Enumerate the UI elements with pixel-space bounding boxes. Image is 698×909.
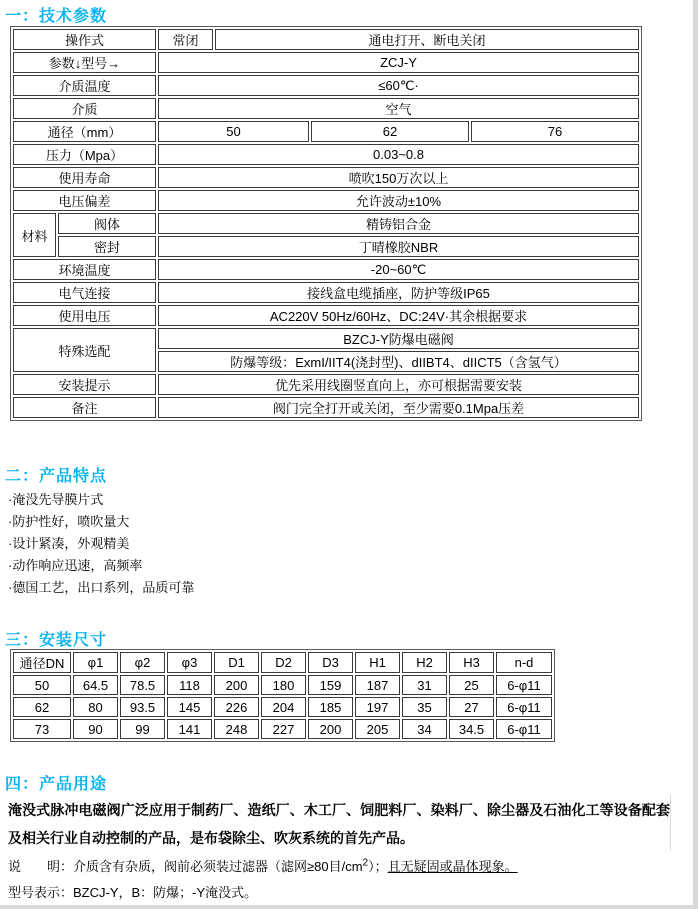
tech-ambient-value: -20~60℃ [158, 259, 639, 280]
dims-cell: 205 [355, 719, 400, 739]
table-row [13, 121, 639, 142]
tech-operation-value: 通电打开、断电关闭 [215, 29, 639, 50]
dims-cell: 118 [167, 675, 212, 695]
table-row [13, 190, 639, 211]
table-row [13, 697, 552, 717]
tech-diameter-62: 62 [311, 121, 469, 142]
dims-cell: 62 [13, 697, 71, 717]
table-row [13, 213, 639, 234]
section-title-usage: 四：产品用途 [5, 776, 108, 793]
usage-note-underlined: 且无疑固或晶体现象。 [387, 859, 518, 874]
dims-cell: 50 [13, 675, 71, 695]
dims-cell: 226 [214, 697, 259, 717]
tech-electrical-value: 接线盒电缆插座，防护等级IP65 [158, 282, 639, 303]
usage-note-mid: ）； [368, 859, 388, 874]
dims-header: H2 [402, 652, 447, 673]
table-row [13, 675, 552, 695]
dims-cell: 99 [120, 719, 165, 739]
dims-cell: 35 [402, 697, 447, 717]
dims-cell: 200 [308, 719, 353, 739]
dims-cell: 141 [167, 719, 212, 739]
usage-note-superscript: 2 [362, 857, 369, 869]
tech-label-material: 材料 [13, 213, 56, 257]
table-row [13, 29, 639, 50]
tech-remark-value: 阀门完全打开或关闭，至少需要0.1Mpa压差 [158, 397, 639, 418]
dims-cell: 34.5 [449, 719, 494, 739]
table-row [13, 236, 639, 257]
dims-cell: 73 [13, 719, 71, 739]
section-title-tech-params: 一：技术参数 [5, 8, 108, 25]
dims-header: D2 [261, 652, 306, 673]
tech-label-media: 介质 [13, 98, 156, 119]
features-list [8, 489, 194, 599]
dims-cell: 34 [402, 719, 447, 739]
tech-seal-value: 丁晴橡胶NBR [158, 236, 639, 257]
feature-item: ·防护性好，喷吹量大 [8, 514, 130, 529]
dims-cell: 31 [402, 675, 447, 695]
tech-life-value: 喷吹150万次以上 [158, 167, 639, 188]
feature-item: ·设计紧凑，外观精美 [8, 536, 130, 551]
usage-note [8, 856, 518, 875]
dims-header: D3 [308, 652, 353, 673]
faint-divider-line [670, 795, 671, 851]
page-edge-bottom [0, 905, 698, 909]
usage-paragraph: 淹没式脉冲电磁阀广泛应用于制药厂、造纸厂、木工厂、饲肥料厂、染料厂、除尘器及石油化工等设备配套及相关行业自动控制的产品，是布袋除尘、吹灰系统的首先产品。 [8, 802, 670, 846]
tech-label-voltage: 使用电压 [13, 305, 156, 326]
tech-voltage-dev-value: 允许波动±10% [158, 190, 639, 211]
dimensions-table [10, 649, 555, 742]
tech-install-value: 优先采用线圈竖直向上，亦可根据需要安装 [158, 374, 639, 395]
table-row [13, 98, 639, 119]
page-edge-right [693, 0, 698, 909]
tech-valve-body-value: 精铸铝合金 [158, 213, 639, 234]
feature-item: ·德国工艺，出口系列，品质可靠 [8, 580, 195, 595]
tech-media-temp-value: ≤60℃· [158, 75, 639, 96]
feature-item: ·淹没先导膜片式 [8, 492, 104, 507]
tech-diameter-50: 50 [158, 121, 309, 142]
dims-cell: 93.5 [120, 697, 165, 717]
dims-cell: 145 [167, 697, 212, 717]
dims-cell: 64.5 [73, 675, 118, 695]
dims-header: φ2 [120, 652, 165, 673]
tech-voltage-value: AC220V 50Hz/60Hz、DC:24V·其余根据要求 [158, 305, 639, 326]
tech-label-remark: 备注 [13, 397, 156, 418]
dims-cell: 187 [355, 675, 400, 695]
feature-item: ·动作响应迅速，高频率 [8, 558, 143, 573]
tech-diameter-76: 76 [471, 121, 639, 142]
tech-label-diameter: 通径（mm） [13, 121, 156, 142]
dims-cell: 6-φ11 [496, 697, 552, 717]
tech-label-install: 安装提示 [13, 374, 156, 395]
tech-media-value: 空气 [158, 98, 639, 119]
table-row [13, 719, 552, 739]
tech-operation-mode: 常闭 [158, 29, 213, 50]
dims-cell: 25 [449, 675, 494, 695]
tech-label-electrical: 电气连接 [13, 282, 156, 303]
tech-label-life: 使用寿命 [13, 167, 156, 188]
table-row [13, 374, 639, 395]
tech-label-ambient: 环境温度 [13, 259, 156, 280]
dims-cell: 27 [449, 697, 494, 717]
dims-header: n-d [496, 652, 552, 673]
table-row [13, 167, 639, 188]
dims-header: D1 [214, 652, 259, 673]
dims-cell: 200 [214, 675, 259, 695]
dims-cell: 204 [261, 697, 306, 717]
dims-cell: 6-φ11 [496, 719, 552, 739]
dims-header: H3 [449, 652, 494, 673]
tech-label-media-temp: 介质温度 [13, 75, 156, 96]
usage-model-line: 型号表示：BZCJ-Y，B：防爆；-Y淹没式。 [8, 885, 258, 900]
tech-label-valve-body: 阀体 [58, 213, 156, 234]
tech-label-pressure: 压力（Mpa） [13, 144, 156, 165]
dims-cell: 185 [308, 697, 353, 717]
tech-label-operation: 操作式 [13, 29, 156, 50]
table-row [13, 397, 639, 418]
usage-note-prefix: 说 明：介质含有杂质，阀前必须装过滤器（滤网≥80目/cm [8, 859, 363, 874]
dims-header: 通径DN [13, 652, 71, 673]
table-row [13, 75, 639, 96]
table-row [13, 144, 639, 165]
dims-cell: 90 [73, 719, 118, 739]
dims-cell: 159 [308, 675, 353, 695]
table-row [13, 305, 639, 326]
table-header-row [13, 652, 552, 673]
dims-cell: 80 [73, 697, 118, 717]
tech-pressure-value: 0.03~0.8 [158, 144, 639, 165]
tech-model-value: ZCJ-Y [158, 52, 639, 73]
tech-label-voltage-dev: 电压偏差 [13, 190, 156, 211]
section-title-dimensions: 三：安装尺寸 [5, 632, 108, 649]
dims-cell: 180 [261, 675, 306, 695]
dims-cell: 78.5 [120, 675, 165, 695]
dims-cell: 227 [261, 719, 306, 739]
section-title-features: 二：产品特点 [5, 468, 108, 485]
tech-params-table [10, 26, 642, 421]
tech-label-seal: 密封 [58, 236, 156, 257]
table-row [13, 328, 639, 349]
tech-special-value-1: BZCJ-Y防爆电磁阀 [158, 328, 639, 349]
dims-header: H1 [355, 652, 400, 673]
table-row [13, 52, 639, 73]
tech-special-value-2: 防爆等级：ExmI/IIT4(浇封型)、dIIBT4、dIICT5（含氢气） [158, 351, 639, 372]
dims-header: φ3 [167, 652, 212, 673]
table-row [13, 282, 639, 303]
dims-header: φ1 [73, 652, 118, 673]
tech-label-model: 参数↓型号→ [13, 52, 156, 73]
table-row [13, 259, 639, 280]
dims-cell: 248 [214, 719, 259, 739]
dims-cell: 197 [355, 697, 400, 717]
tech-label-special: 特殊选配 [13, 328, 156, 372]
dims-cell: 6-φ11 [496, 675, 552, 695]
